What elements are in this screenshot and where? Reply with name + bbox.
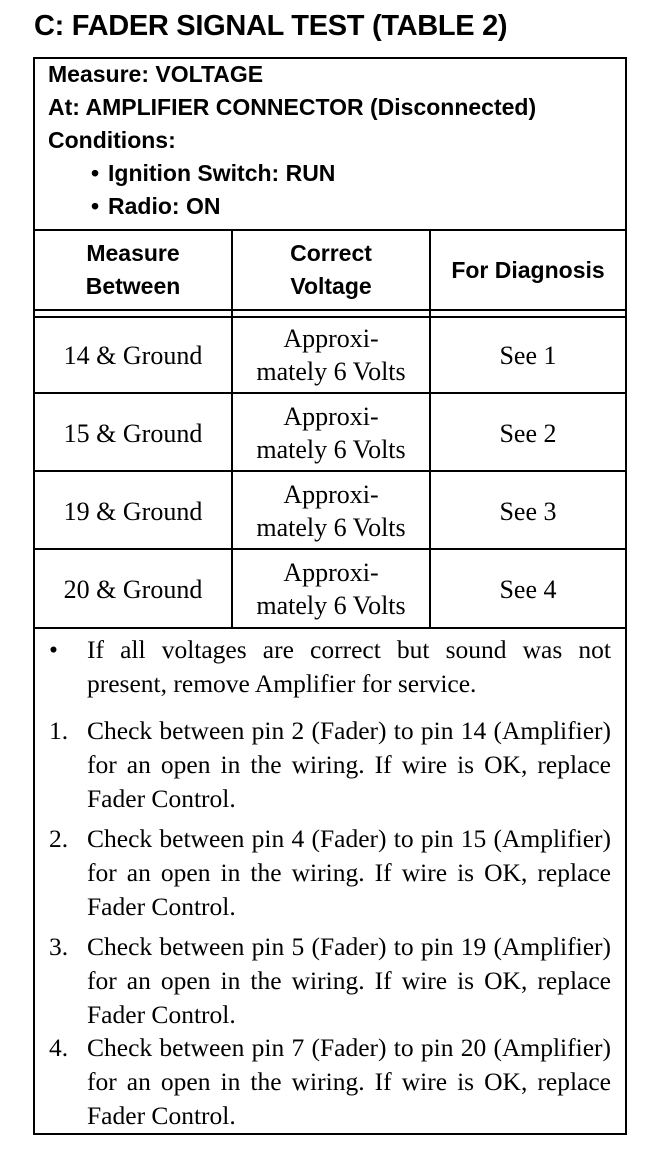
test-table-frame <box>33 57 627 1135</box>
table-cell-diagnosis: See 3 <box>499 497 557 526</box>
note-item: 2. Check between pin 4 (Fader) to pin 15 (Amplifier) for an open in the wiring. If wire is OK, replace Fader Control. <box>49 824 611 921</box>
table-cell-voltage: Approxi- mately 6 Volts <box>256 480 406 542</box>
row-divider <box>35 548 625 550</box>
note-item: 3. Check between pin 5 (Fader) to pin 19 (Amplifier) for an open in the wiring. If wire is OK, replace Fader Control. <box>49 932 611 1029</box>
table-cell-voltage: Approxi- mately 6 Volts <box>256 558 406 620</box>
table-cell-diagnosis: See 4 <box>499 575 557 604</box>
table-cell-between: 19 & Ground <box>63 497 203 526</box>
bullet-icon: • <box>91 193 100 219</box>
note-bullet: • If all voltages are correct but sound was not present, remove Amplifier for service. <box>49 635 611 698</box>
header-for-diagnosis: For Diagnosis <box>451 257 605 283</box>
header-correct-voltage: Correct Voltage <box>290 240 372 299</box>
table-cell-diagnosis: See 2 <box>499 419 557 448</box>
row-divider <box>35 392 625 394</box>
table-cell-voltage: Approxi- mately 6 Volts <box>256 402 406 464</box>
table-cell-voltage: Approxi- mately 6 Volts <box>256 324 406 386</box>
header-divider <box>35 309 625 311</box>
note-item: 1. Check between pin 2 (Fader) to pin 14 (Amplifier) for an open in the wiring. If wire is OK, replace Fader Control. <box>49 716 611 813</box>
table-cell-between: 14 & Ground <box>63 341 203 370</box>
measure-line: Measure: VOLTAGE <box>48 61 264 87</box>
table-cell-between: 15 & Ground <box>63 419 203 448</box>
conditions-label: Conditions: <box>48 127 176 153</box>
conditions-block <box>35 59 625 231</box>
table-cell-between: 20 & Ground <box>63 575 203 604</box>
table-bottom-divider <box>35 627 625 629</box>
header-measure-between: Measure Between <box>85 240 181 299</box>
table-cell-diagnosis: See 1 <box>499 341 557 370</box>
note-item: 4. Check between pin 7 (Fader) to pin 20 (Amplifier) for an open in the wiring. If wire is OK, replace Fader Control. <box>49 1033 611 1130</box>
bullet-icon: • <box>91 160 100 186</box>
bullet-icon: • <box>49 635 58 664</box>
page-title: C: FADER SIGNAL TEST (TABLE 2) <box>34 10 508 42</box>
row-divider <box>35 470 625 472</box>
at-line: At: AMPLIFIER CONNECTOR (Disconnected) <box>48 94 537 120</box>
condition-item: • Radio: ON <box>91 193 221 219</box>
condition-item: • Ignition Switch: RUN <box>91 160 336 186</box>
header-divider <box>35 316 625 318</box>
